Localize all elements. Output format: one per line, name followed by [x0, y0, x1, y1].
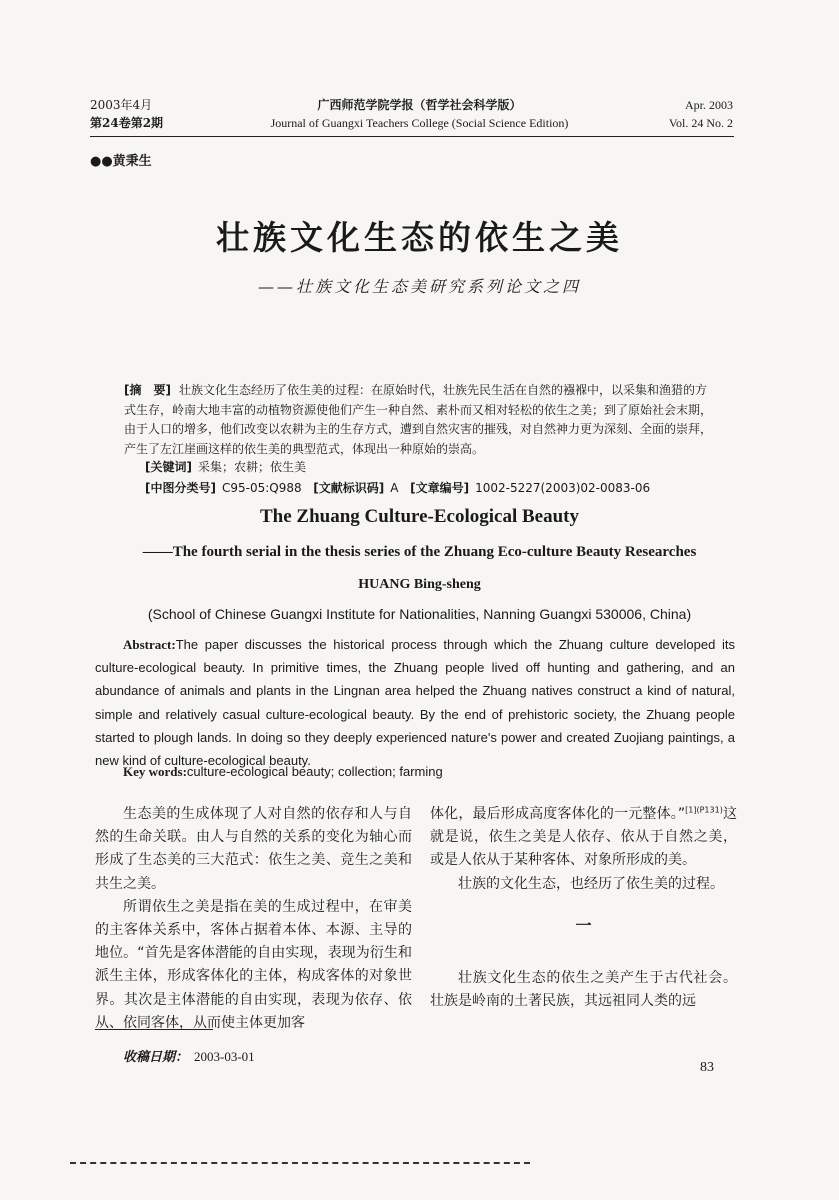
- body-left-column: [95, 803, 412, 1035]
- bottom-scan-line: [70, 1162, 530, 1164]
- footnote: [123, 1046, 255, 1065]
- body-text: 体化，最后形成高度客体化的一元整体。”: [430, 806, 686, 822]
- abstract-cn: [124, 381, 714, 459]
- keywords-cn-text: 采集；农耕；依生美: [197, 460, 306, 474]
- title-cn: 壮族文化生态的依生之美: [216, 218, 623, 257]
- subtitle-en: ——The fourth serial in the thesis series of the Zhuang Eco-culture Beauty Researches: [142, 544, 697, 560]
- author-en: HUANG Bing-sheng: [358, 577, 481, 592]
- doc-code-value: A: [390, 481, 399, 495]
- received-date-label: 收稿日期：: [123, 1050, 189, 1065]
- header-rule: [90, 136, 734, 137]
- issue-date: 2003年4月: [90, 98, 153, 112]
- body-paragraph: 所谓依生之美是指在美的生成过程中，在审美的主客体关系中，客体占据着本体、本源、主导的地位。“首先是客体潜能的自由实现，表现为衍生和派生主体，形成客体化的主体，构成客体的对象世界。其次是主体潜能的自由实现，表现为依存、依从、依同客体，从而使主体更加客: [95, 898, 412, 1031]
- keywords-cn-label: [关键词]: [145, 460, 192, 474]
- body-paragraph: 壮族文化生态的依生之美产生于古代社会。壮族是岭南的土著民族，其远祖同人类的远: [430, 970, 737, 1010]
- article-no-label: [文章编号]: [410, 481, 470, 495]
- received-date: 2003-03-01: [194, 1049, 255, 1064]
- author-cn: ●●黄秉生: [90, 154, 152, 169]
- body-paragraph: [430, 803, 737, 873]
- abstract-en-text: The paper discusses the historical process through which the Zhuang culture developed its culture-ecological beauty. In primitive times, the Zhuang people lived off hunting and gathering, and an abundance of animals and plants in the Lingnan area helped the Zhuang natives construct a kind of natural, simple and relatively casual culture-ecological beauty. By the end of prehistoric society, the Zhuang people started to plough lands. In doing so they deeply experienced nature's power and created Zuojiang paintings, a new kind of culture-ecological beauty.: [95, 637, 735, 769]
- footnote-rule: [95, 1029, 213, 1030]
- abstract-cn-text: 壮族文化生态经历了依生美的过程：在原始时代，壮族先民生活在自然的襁褓中，以采集和渔猎的方式生存，岭南大地丰富的动植物资源使他们产生一种自然、素朴而又相对轻松的依生之美；到了原始社会末期，由于人口的增多，他们改变以农耕为主的生存方式，遭到自然灾害的摧残，对自然神力更为深刻、全面的崇拜，产生了左江崖画这样的依生美的典型范式，体现出一种原始的崇高。: [124, 383, 713, 456]
- keywords-en: [123, 764, 443, 780]
- clc-value: C95-05:Q988: [221, 481, 302, 495]
- abstract-en: [95, 633, 735, 772]
- issue-date-en: Apr. 2003: [685, 98, 733, 112]
- keywords-cn: [145, 458, 306, 475]
- volume-issue-cn: 第24卷第2期: [90, 116, 164, 130]
- keywords-en-text: culture-ecological beauty; collection; farming: [186, 764, 443, 779]
- body-paragraph: 生态美的生成体现了人对自然的依存和人与自然的生命关联。由人与自然的关系的变化为轴心而形成了生态美的三大范式：依生之美、竞生之美和共生之美。: [95, 806, 412, 892]
- body-paragraph: 壮族的文化生态，也经历了依生美的过程。: [458, 875, 724, 892]
- article-no-value: 1002-5227(2003)02-0083-06: [475, 481, 651, 495]
- affiliation-en: (School of Chinese Guangxi Institute for Nationalities, Nanning Guangxi 530006, China): [147, 606, 692, 622]
- page-number: 83: [700, 1060, 714, 1075]
- journal-name-cn: 广西师范学院学报（哲学社会科学版）: [317, 98, 522, 112]
- clc-label: [中图分类号]: [145, 481, 216, 495]
- body-text: 这就是说，依生之美是人依存、依从于自然之美，或是人依从于某种客体、对象所形成的美。: [430, 806, 737, 869]
- keywords-en-label: Key words:: [123, 764, 187, 779]
- volume-issue-en: Vol. 24 No. 2: [668, 116, 733, 130]
- doc-code-label: [文献标识码]: [313, 481, 385, 495]
- journal-name-en: Journal of Guangxi Teachers College (Social Science Edition): [270, 116, 569, 130]
- citation: [1](P131): [685, 805, 723, 815]
- abstract-en-label: Abstract:: [123, 637, 176, 652]
- classification-cn: [145, 479, 650, 496]
- section-heading: 一: [575, 915, 592, 935]
- title-en: The Zhuang Culture-Ecological Beauty: [260, 506, 579, 527]
- abstract-cn-label: [摘 要]: [124, 383, 171, 397]
- subtitle-cn: ——壮族文化生态美研究系列论文之四: [257, 277, 581, 296]
- body-right-column: [430, 803, 737, 1013]
- header-right: [669, 96, 733, 132]
